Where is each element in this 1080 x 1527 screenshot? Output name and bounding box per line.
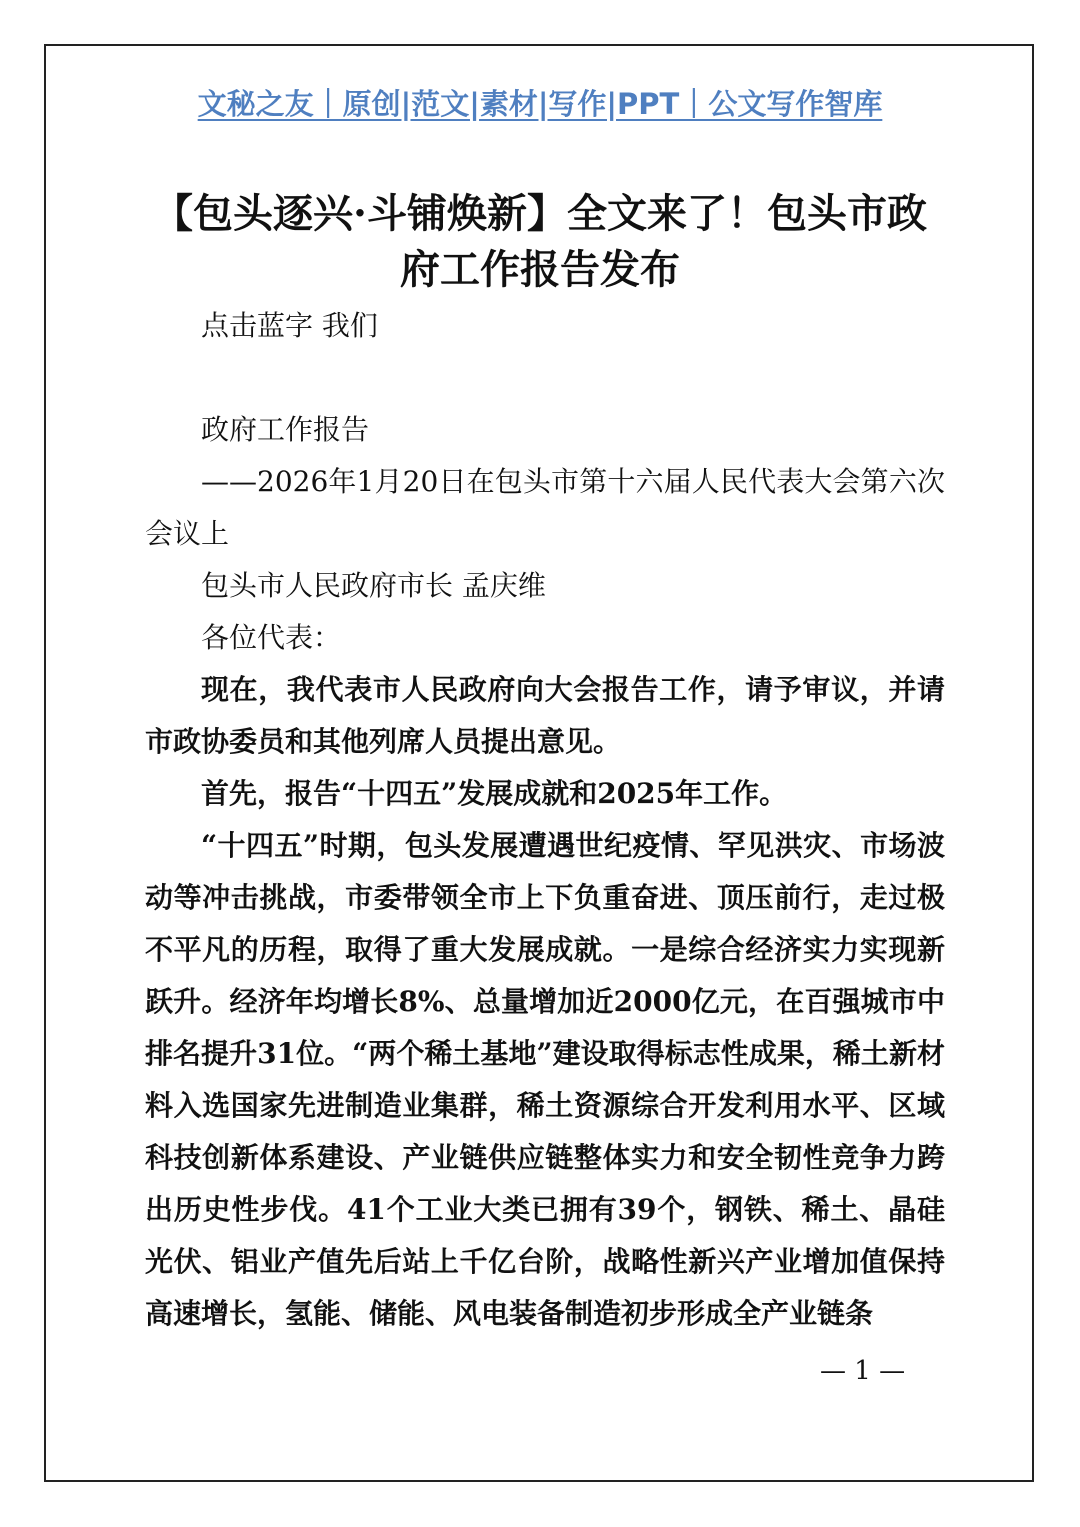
- paragraph-3: “十四五”时期，包头发展遭遇世纪疫情、罕见洪灾、市场波动等冲击挑战，市委带领全市上下负重奋进、顶压前行，走过极不平凡的历程，取得了重大发展成就。一是综合经济实力实现新跃升。经济年均增长8%、总量增加近2000亿元，在百强城市中排名提升31位。“两个稀土基地”建设取得标志性成果，稀土新材料入选国家先进制造业集群，稀土资源综合开发利用水平、区域科技创新体系建设、产业链供应链整体实力和安全韧性竞争力跨出历史性步伐。41个工业大类已拥有39个，钢铁、稀土、晶硅光伏、铝业产值先后站上千亿台阶，战略性新兴产业增加值保持高速增长，氢能、储能、风电装备制造初步形成全产业链条: [145, 829, 945, 1330]
- report-name: 政府工作报告: [201, 413, 370, 446]
- salutation: 各位代表：: [201, 621, 342, 654]
- document-title: 【包头逐兴·斗铺焕新】全文来了！包头市政府工作报告发布: [153, 190, 927, 293]
- page-number: — 1 —: [820, 1356, 906, 1386]
- click-prompt-line: 点击蓝字 我们: [201, 309, 378, 342]
- document-body: [145, 300, 945, 1350]
- paragraph-2: 首先，报告“十四五”发展成就和2025年工作。: [201, 777, 788, 810]
- header-banner-link[interactable]: 文秘之友｜原创|范文|素材|写作|PPT｜公文写作智库: [197, 87, 883, 121]
- paragraph-1: 现在，我代表市人民政府向大会报告工作，请予审议，并请市政协委员和其他列席人员提出意见。: [145, 673, 945, 758]
- author-line: 包头市人民政府市长 孟庆维: [201, 569, 546, 602]
- meeting-line: ——2026年1月20日在包头市第十六届人民代表大会第六次会议上: [145, 465, 945, 550]
